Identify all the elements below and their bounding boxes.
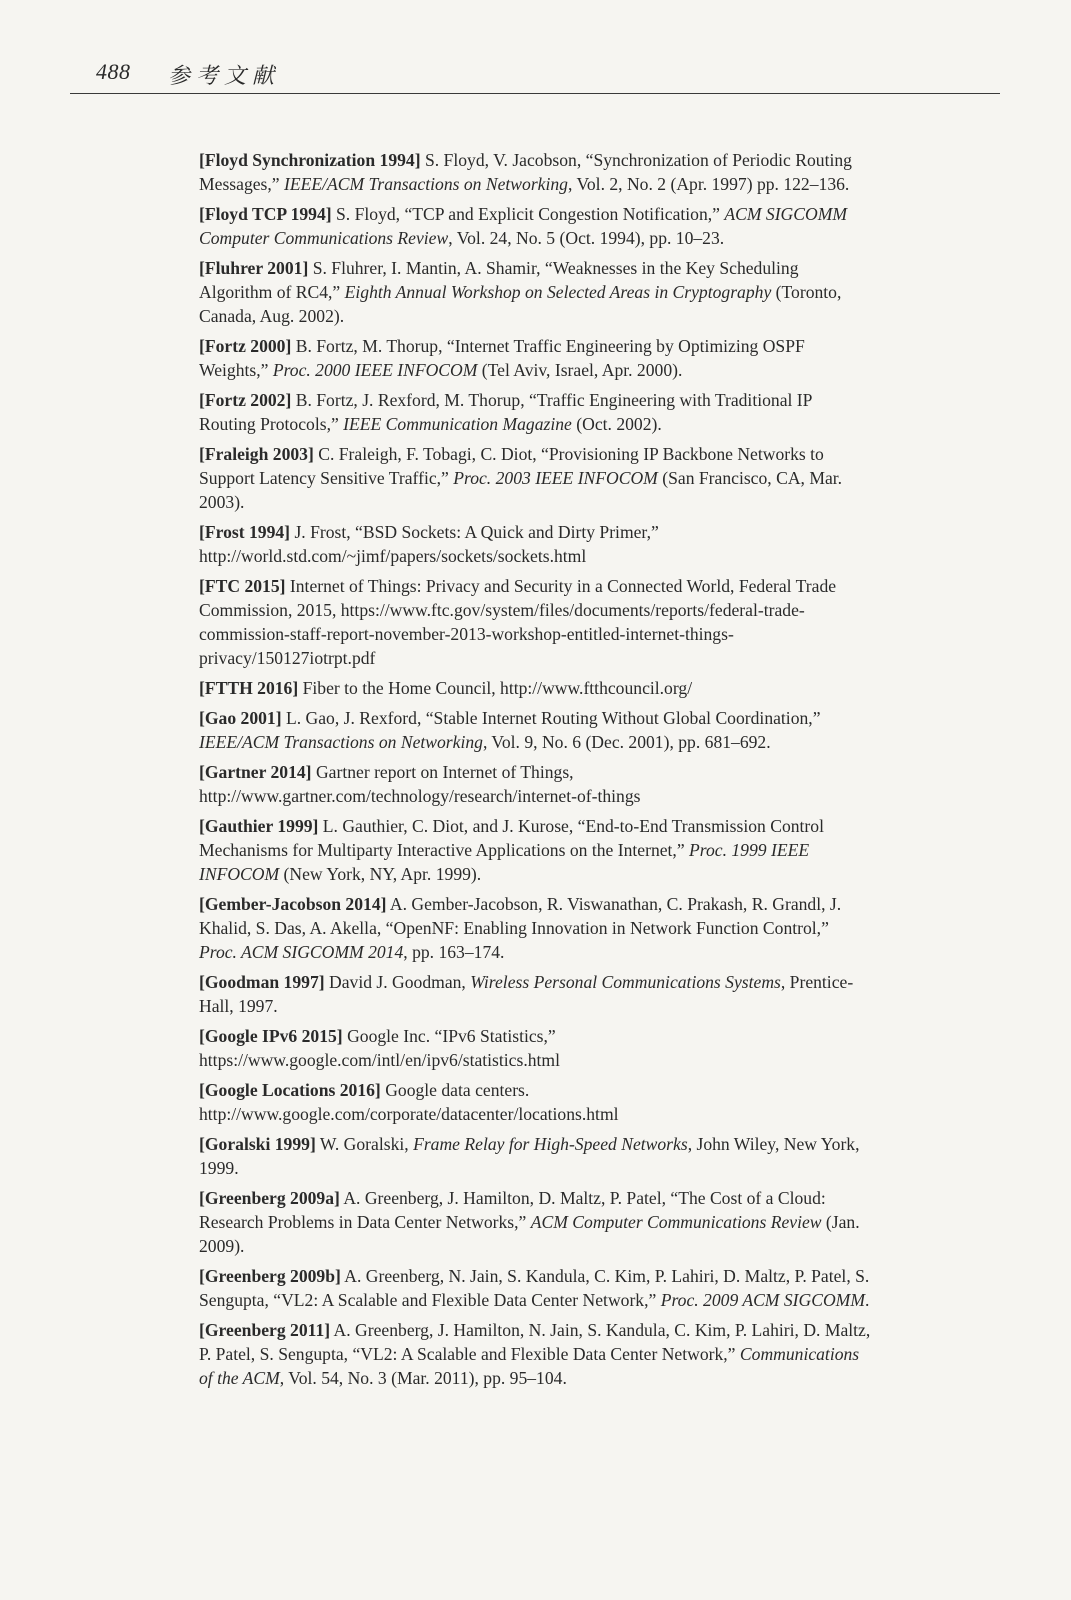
running-title: 参考文献 <box>168 64 281 89</box>
reference-venue: Proc. 2003 IEEE INFOCOM <box>453 468 658 488</box>
reference-text: , Prentice-Hall, 1997. <box>199 972 854 1016</box>
reference-entry <box>199 1024 871 1072</box>
reference-text: , pp. 163–174. <box>403 942 505 962</box>
reference-venue: Proc. 2009 ACM SIGCOMM <box>660 1290 865 1310</box>
reference-text: J. Frost, “BSD Sockets: A Quick and Dirty Primer,” http://world.std.com/~jimf/papers/sockets/sockets.html <box>199 522 659 566</box>
reference-text: S. Floyd, “TCP and Explicit Congestion Notification,” <box>331 204 725 224</box>
reference-text: Internet of Things: Privacy and Security in a Connected World, Federal Trade Commission, 2015, https://www.ftc.gov/system/files/documents/reports/federal-trade-commission-staff-report-november-2013-workshop-entitled-internet-things-privacy/150127iotrpt.pdf <box>199 576 837 668</box>
reference-text: A. Greenberg, J. Hamilton, D. Maltz, P. Patel, “The Cost of a Cloud: Research Problems in Data Center Networks,” <box>199 1188 826 1232</box>
reference-key: [Fluhrer 2001] <box>199 258 309 278</box>
reference-text: A. Gember-Jacobson, R. Viswanathan, C. Prakash, R. Grandl, J. Khalid, S. Das, A. Akella, “OpenNF: Enabling Innovation in Network Function Control,” <box>199 894 842 938</box>
reference-key: [Gartner 2014] <box>199 762 312 782</box>
reference-key: [Floyd Synchronization 1994] <box>199 150 421 170</box>
reference-key: [Google Locations 2016] <box>199 1080 381 1100</box>
reference-text: C. Fraleigh, F. Tobagi, C. Diot, “Provisioning IP Backbone Networks to Support Latency Sensitive Traffic,” <box>199 444 824 488</box>
reference-text: , John Wiley, New York, 1999. <box>199 1134 860 1178</box>
reference-text: A. Greenberg, N. Jain, S. Kandula, C. Kim, P. Lahiri, D. Maltz, P. Patel, S. Sengupta, “VL2: A Scalable and Flexible Data Center Network,” <box>199 1266 870 1310</box>
reference-entry <box>199 256 871 328</box>
reference-entry <box>199 574 871 670</box>
reference-entry <box>199 1264 871 1312</box>
reference-text: W. Goralski, <box>315 1134 414 1154</box>
reference-key: [Greenberg 2011] <box>199 1320 331 1340</box>
reference-venue: ACM Computer Communications Review <box>530 1212 822 1232</box>
reference-list <box>199 148 871 1396</box>
reference-key: [Fortz 2002] <box>199 390 292 410</box>
reference-key: [Goodman 1997] <box>199 972 325 992</box>
reference-key: [Fortz 2000] <box>199 336 292 356</box>
reference-text: (Toronto, Canada, Aug. 2002). <box>199 282 842 326</box>
reference-venue: Eighth Annual Workshop on Selected Areas in Cryptography <box>344 282 772 302</box>
reference-venue: Proc. 1999 IEEE INFOCOM <box>199 840 810 884</box>
reference-key: [Gao 2001] <box>199 708 282 728</box>
reference-venue: Proc. 2000 IEEE INFOCOM <box>272 360 478 380</box>
reference-entry <box>199 202 871 250</box>
reference-key: [Frost 1994] <box>199 522 291 542</box>
reference-venue: IEEE Communication Magazine <box>343 414 572 434</box>
reference-text: Google Inc. “IPv6 Statistics,” https://www.google.com/intl/en/ipv6/statistics.html <box>199 1026 560 1070</box>
reference-text: (Oct. 2002). <box>571 414 662 434</box>
reference-entry <box>199 892 871 964</box>
reference-entry <box>199 520 871 568</box>
reference-text: Gartner report on Internet of Things, http://www.gartner.com/technology/research/internet-of-things <box>199 762 641 806</box>
reference-key: [Greenberg 2009a] <box>199 1188 340 1208</box>
reference-text: Fiber to the Home Council, http://www.ftthcouncil.org/ <box>298 678 693 698</box>
reference-entry <box>199 706 871 754</box>
reference-entry <box>199 970 871 1018</box>
reference-key: [FTC 2015] <box>199 576 286 596</box>
reference-entry <box>199 388 871 436</box>
reference-text: , Vol. 54, No. 3 (Mar. 2011), pp. 95–104. <box>279 1368 567 1388</box>
reference-entry <box>199 1186 871 1258</box>
reference-text: L. Gauthier, C. Diot, and J. Kurose, “End-to-End Transmission Control Mechanisms for Multiparty Interactive Applications on the Internet,” <box>199 816 824 860</box>
reference-text: (Tel Aviv, Israel, Apr. 2000). <box>477 360 683 380</box>
reference-text: (Jan. 2009). <box>199 1212 860 1256</box>
reference-entry <box>199 1318 871 1390</box>
reference-venue: ACM SIGCOMM Computer Communications Review <box>199 204 848 248</box>
page-header <box>70 55 1000 94</box>
reference-entry <box>199 442 871 514</box>
reference-venue: IEEE/ACM Transactions on Networking <box>284 174 568 194</box>
reference-text: B. Fortz, M. Thorup, “Internet Traffic Engineering by Optimizing OSPF Weights,” <box>199 336 805 380</box>
reference-key: [Goralski 1999] <box>199 1134 316 1154</box>
reference-text: (New York, NY, Apr. 1999). <box>279 864 482 884</box>
reference-entry <box>199 676 871 700</box>
reference-text: , Vol. 9, No. 6 (Dec. 2001), pp. 681–692. <box>482 732 771 752</box>
reference-text: A. Greenberg, J. Hamilton, N. Jain, S. Kandula, C. Kim, P. Lahiri, D. Maltz, P. Patel, S. Sengupta, “VL2: A Scalable and Flexible Data Center Network,” <box>199 1320 871 1364</box>
reference-text: . <box>864 1290 870 1310</box>
reference-key: [Greenberg 2009b] <box>199 1266 341 1286</box>
reference-text: (San Francisco, CA, Mar. 2003). <box>199 468 843 512</box>
reference-text: S. Floyd, V. Jacobson, “Synchronization of Periodic Routing Messages,” <box>199 150 852 194</box>
reference-key: [Google IPv6 2015] <box>199 1026 343 1046</box>
reference-text: , Vol. 24, No. 5 (Oct. 1994), pp. 10–23. <box>448 228 725 248</box>
reference-text: , Vol. 2, No. 2 (Apr. 1997) pp. 122–136. <box>567 174 850 194</box>
reference-venue: Wireless Personal Communications Systems <box>470 972 781 992</box>
reference-key: [Fraleigh 2003] <box>199 444 314 464</box>
reference-key: [FTTH 2016] <box>199 678 299 698</box>
reference-venue: IEEE/ACM Transactions on Networking <box>199 732 483 752</box>
reference-text: Google data centers. http://www.google.com/corporate/datacenter/locations.html <box>199 1080 619 1124</box>
page-number: 488 <box>96 59 131 84</box>
reference-entry <box>199 1078 871 1126</box>
reference-key: [Gauthier 1999] <box>199 816 319 836</box>
reference-text: David J. Goodman, <box>324 972 471 992</box>
reference-key: [Floyd TCP 1994] <box>199 204 332 224</box>
reference-entry <box>199 760 871 808</box>
reference-entry <box>199 148 871 196</box>
reference-key: [Gember-Jacobson 2014] <box>199 894 387 914</box>
reference-venue: Proc. ACM SIGCOMM 2014 <box>199 942 404 962</box>
reference-venue: Frame Relay for High-Speed Networks <box>413 1134 688 1154</box>
reference-entry <box>199 334 871 382</box>
reference-text: S. Fluhrer, I. Mantin, A. Shamir, “Weaknesses in the Key Scheduling Algorithm of RC4,” <box>199 258 799 302</box>
reference-entry <box>199 1132 871 1180</box>
reference-venue: Communications of the ACM <box>199 1344 860 1388</box>
reference-text: L. Gao, J. Rexford, “Stable Internet Routing Without Global Coordination,” <box>281 708 821 728</box>
reference-text: B. Fortz, J. Rexford, M. Thorup, “Traffic Engineering with Traditional IP Routing Protocols,” <box>199 390 812 434</box>
reference-entry <box>199 814 871 886</box>
